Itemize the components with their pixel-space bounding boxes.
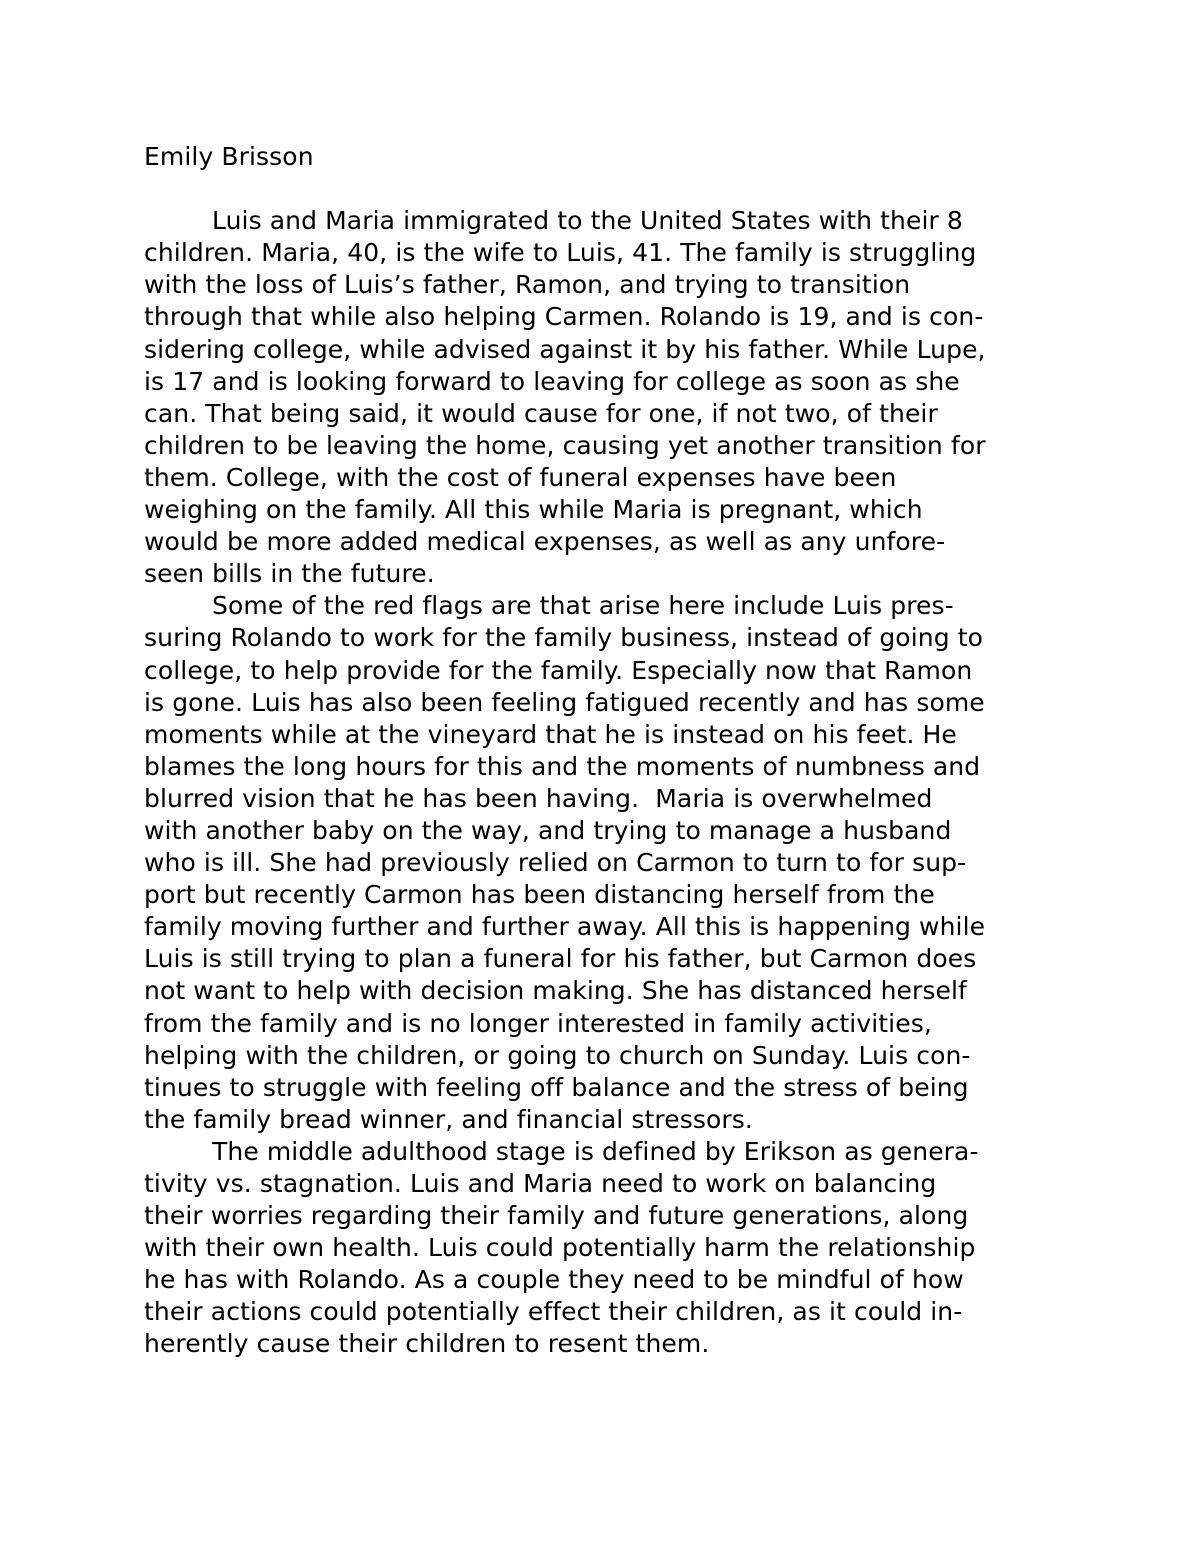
text-line: can. That being said, it would cause for one, if not two, of their [144,398,938,428]
text-line: tinues to struggle with feeling off balance and the stress of being [144,1072,969,1102]
text-line: is gone. Luis has also been feeling fatigued recently and has some [144,687,985,717]
paragraph-1 [144,205,1074,590]
text-line: children. Maria, 40, is the wife to Luis, 41. The family is struggling [144,238,977,268]
text-line: suring Rolando to work for the family business, instead of going to [144,623,984,653]
text-line: from the family and is no longer interested in family activities, [144,1008,932,1038]
text-line: is 17 and is looking forward to leaving for college as soon as she [144,366,960,396]
text-line: sidering college, while advised against it by his father. While Lupe, [144,334,986,364]
text-line: tivity vs. stagnation. Luis and Maria need to work on balancing [144,1169,937,1198]
text-line: with the loss of Luis’s father, Ramon, and trying to transition [144,270,911,300]
text-line: The middle adulthood stage is defined by Erikson as genera- [212,1136,979,1166]
document-body [144,141,1074,1361]
text-line: herently cause their children to resent them. [144,1329,710,1359]
text-line: Some of the red flags are that arise here include Luis pres- [212,591,954,621]
text-line: he has with Rolando. As a couple they need to be mindful of how [144,1265,964,1295]
author-name: Emily Brisson [144,142,314,171]
blank-line [144,173,1074,205]
text-line: blames the long hours for this and the moments of numbness and [144,751,981,781]
text-line: would be more added medical expenses, as well as any unfore- [144,527,946,557]
text-line: Luis is still trying to plan a funeral for his father, but Carmon does [144,944,977,974]
text-line: who is ill. She had previously relied on Carmon to turn to for sup- [144,848,967,878]
text-line: their worries regarding their family and future generations, along [144,1201,969,1231]
text-line: them. College, with the cost of funeral expenses have been [144,462,897,492]
text-line: port but recently Carmon has been distancing herself from the [144,880,935,910]
text-line: college, to help provide for the family. Especially now that Ramon [144,655,973,685]
text-line: helping with the children, or going to church on Sunday. Luis con- [144,1040,971,1070]
text-line: moments while at the vineyard that he is instead on his feet. He [144,719,957,749]
paragraph-2 [144,590,1074,1136]
text-line: not want to help with decision making. She has distanced herself [144,976,967,1006]
text-line: with their own health. Luis could potentially harm the relationship [144,1233,976,1263]
paragraph-3 [144,1136,1074,1361]
text-line: blurred vision that he has been having. Maria is overwhelmed [144,783,933,813]
text-line: Luis and Maria immigrated to the United States with their 8 [212,206,963,236]
text-line: through that while also helping Carmen. Rolando is 19, and is con- [144,302,984,332]
text-line: their actions could potentially effect their children, as it could in- [144,1297,963,1327]
text-line: with another baby on the way, and trying to manage a husband [144,815,952,845]
text-line: the family bread winner, and financial stressors. [144,1104,753,1134]
text-line: family moving further and further away. All this is happening while [144,912,986,942]
text-line: weighing on the family. All this while Maria is pregnant, which [144,495,923,525]
text-line: seen bills in the future. [144,559,435,589]
text-line: children to be leaving the home, causing yet another transition for [144,430,986,460]
